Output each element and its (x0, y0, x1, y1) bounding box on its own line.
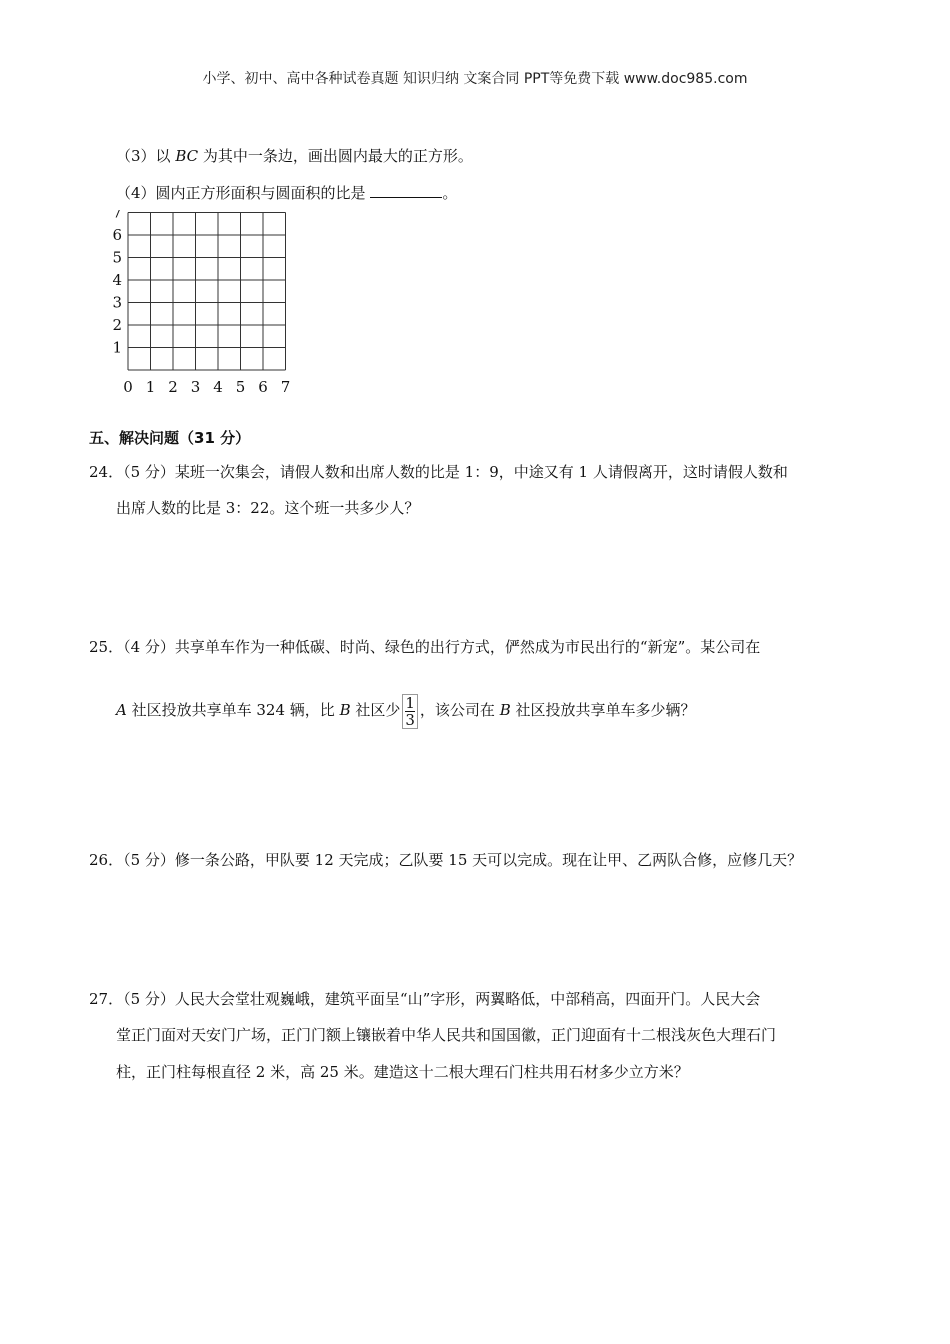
x-tick-label: 0 (123, 378, 133, 396)
fraction-denominator: 3 (405, 710, 415, 729)
grid-svg (108, 210, 298, 400)
section-five-title: 五、解决问题（31 分） (89, 429, 251, 447)
x-tick-label: 7 (280, 378, 291, 396)
q26-line1: 26．（5 分）修一条公路，甲队要 12 天完成；乙队要 15 天可以完成。现在让甲、乙两队合修，应修几天？ (89, 851, 803, 869)
q23-part3-bc: BC (175, 147, 199, 165)
answer-blank[interactable] (370, 183, 442, 198)
x-tick-label: 1 (145, 378, 156, 396)
page-header: 小学、初中、高中各种试卷真题 知识归纳 文案合同 PPT等免费下载 www.doc985.com (202, 71, 748, 87)
q23-part4 (116, 183, 457, 203)
x-tick-label: 4 (213, 378, 223, 396)
q27-line2: 堂正门面对天安门广场，正门门额上镶嵌着中华人民共和国国徽，正门迎面有十二根浅灰色大理石门 (116, 1026, 777, 1044)
y-tick-label: 5 (112, 248, 122, 267)
q27-line3: 柱，正门柱每根直径 2 米，高 25 米。建造这十二根大理石门柱共用石材多少立方米？ (116, 1063, 689, 1081)
x-tick-label: 6 (258, 378, 268, 396)
q27-line1: 27．（5 分）人民大会堂壮观巍峨，建筑平面呈“山”字形，两翼略低，中部稍高，四面开门。人民大会 (89, 990, 761, 1008)
q25-end: 社区投放共享单车多少辆？ (510, 701, 696, 719)
x-tick-label: 2 (168, 378, 178, 396)
y-tick-label: 6 (112, 226, 122, 244)
q23-part3-suffix: 为其中一条边，画出圆内最大的正方形。 (198, 147, 473, 165)
fraction-numerator: 1 (405, 693, 415, 712)
q25-b1: B (339, 701, 351, 719)
x-tick-label: 3 (190, 378, 201, 396)
q25-line2 (116, 692, 696, 729)
q23-part3-prefix: （3）以 (116, 147, 176, 165)
q23-part4-prefix: （4）圆内正方形面积与圆面积的比是 (116, 184, 371, 202)
fraction-one-third (402, 694, 418, 729)
q25-mid2: 社区少 (350, 701, 401, 719)
q24-line2: 出席人数的比是 3：22。这个班一共多少人？ (116, 499, 420, 517)
q25-line1: 25．（4 分）共享单车作为一种低碳、时尚、绿色的出行方式，俨然成为市民出行的“新宠”。某公司在 (89, 638, 761, 656)
y-tick-label: 3 (112, 293, 122, 312)
coordinate-grid (108, 210, 298, 400)
q25-mid: 社区投放共享单车 324 辆，比 (126, 701, 340, 719)
y-tick-label: 1 (112, 338, 122, 357)
q23-part3 (116, 146, 473, 166)
x-tick-label: 5 (235, 378, 246, 396)
q25-a: A (116, 701, 127, 719)
q24-line1: 24．（5 分）某班一次集会，请假人数和出席人数的比是 1：9，中途又有 1 人请假离开，这时请假人数和 (89, 463, 788, 481)
q23-part4-suffix: 。 (442, 184, 458, 202)
q25-b2: B (499, 701, 511, 719)
q25-mid3: ，该公司在 (419, 701, 500, 719)
y-tick-label: 4 (112, 271, 122, 289)
y-tick-label: 2 (112, 316, 122, 334)
y-tick-label: 7 (112, 210, 122, 222)
